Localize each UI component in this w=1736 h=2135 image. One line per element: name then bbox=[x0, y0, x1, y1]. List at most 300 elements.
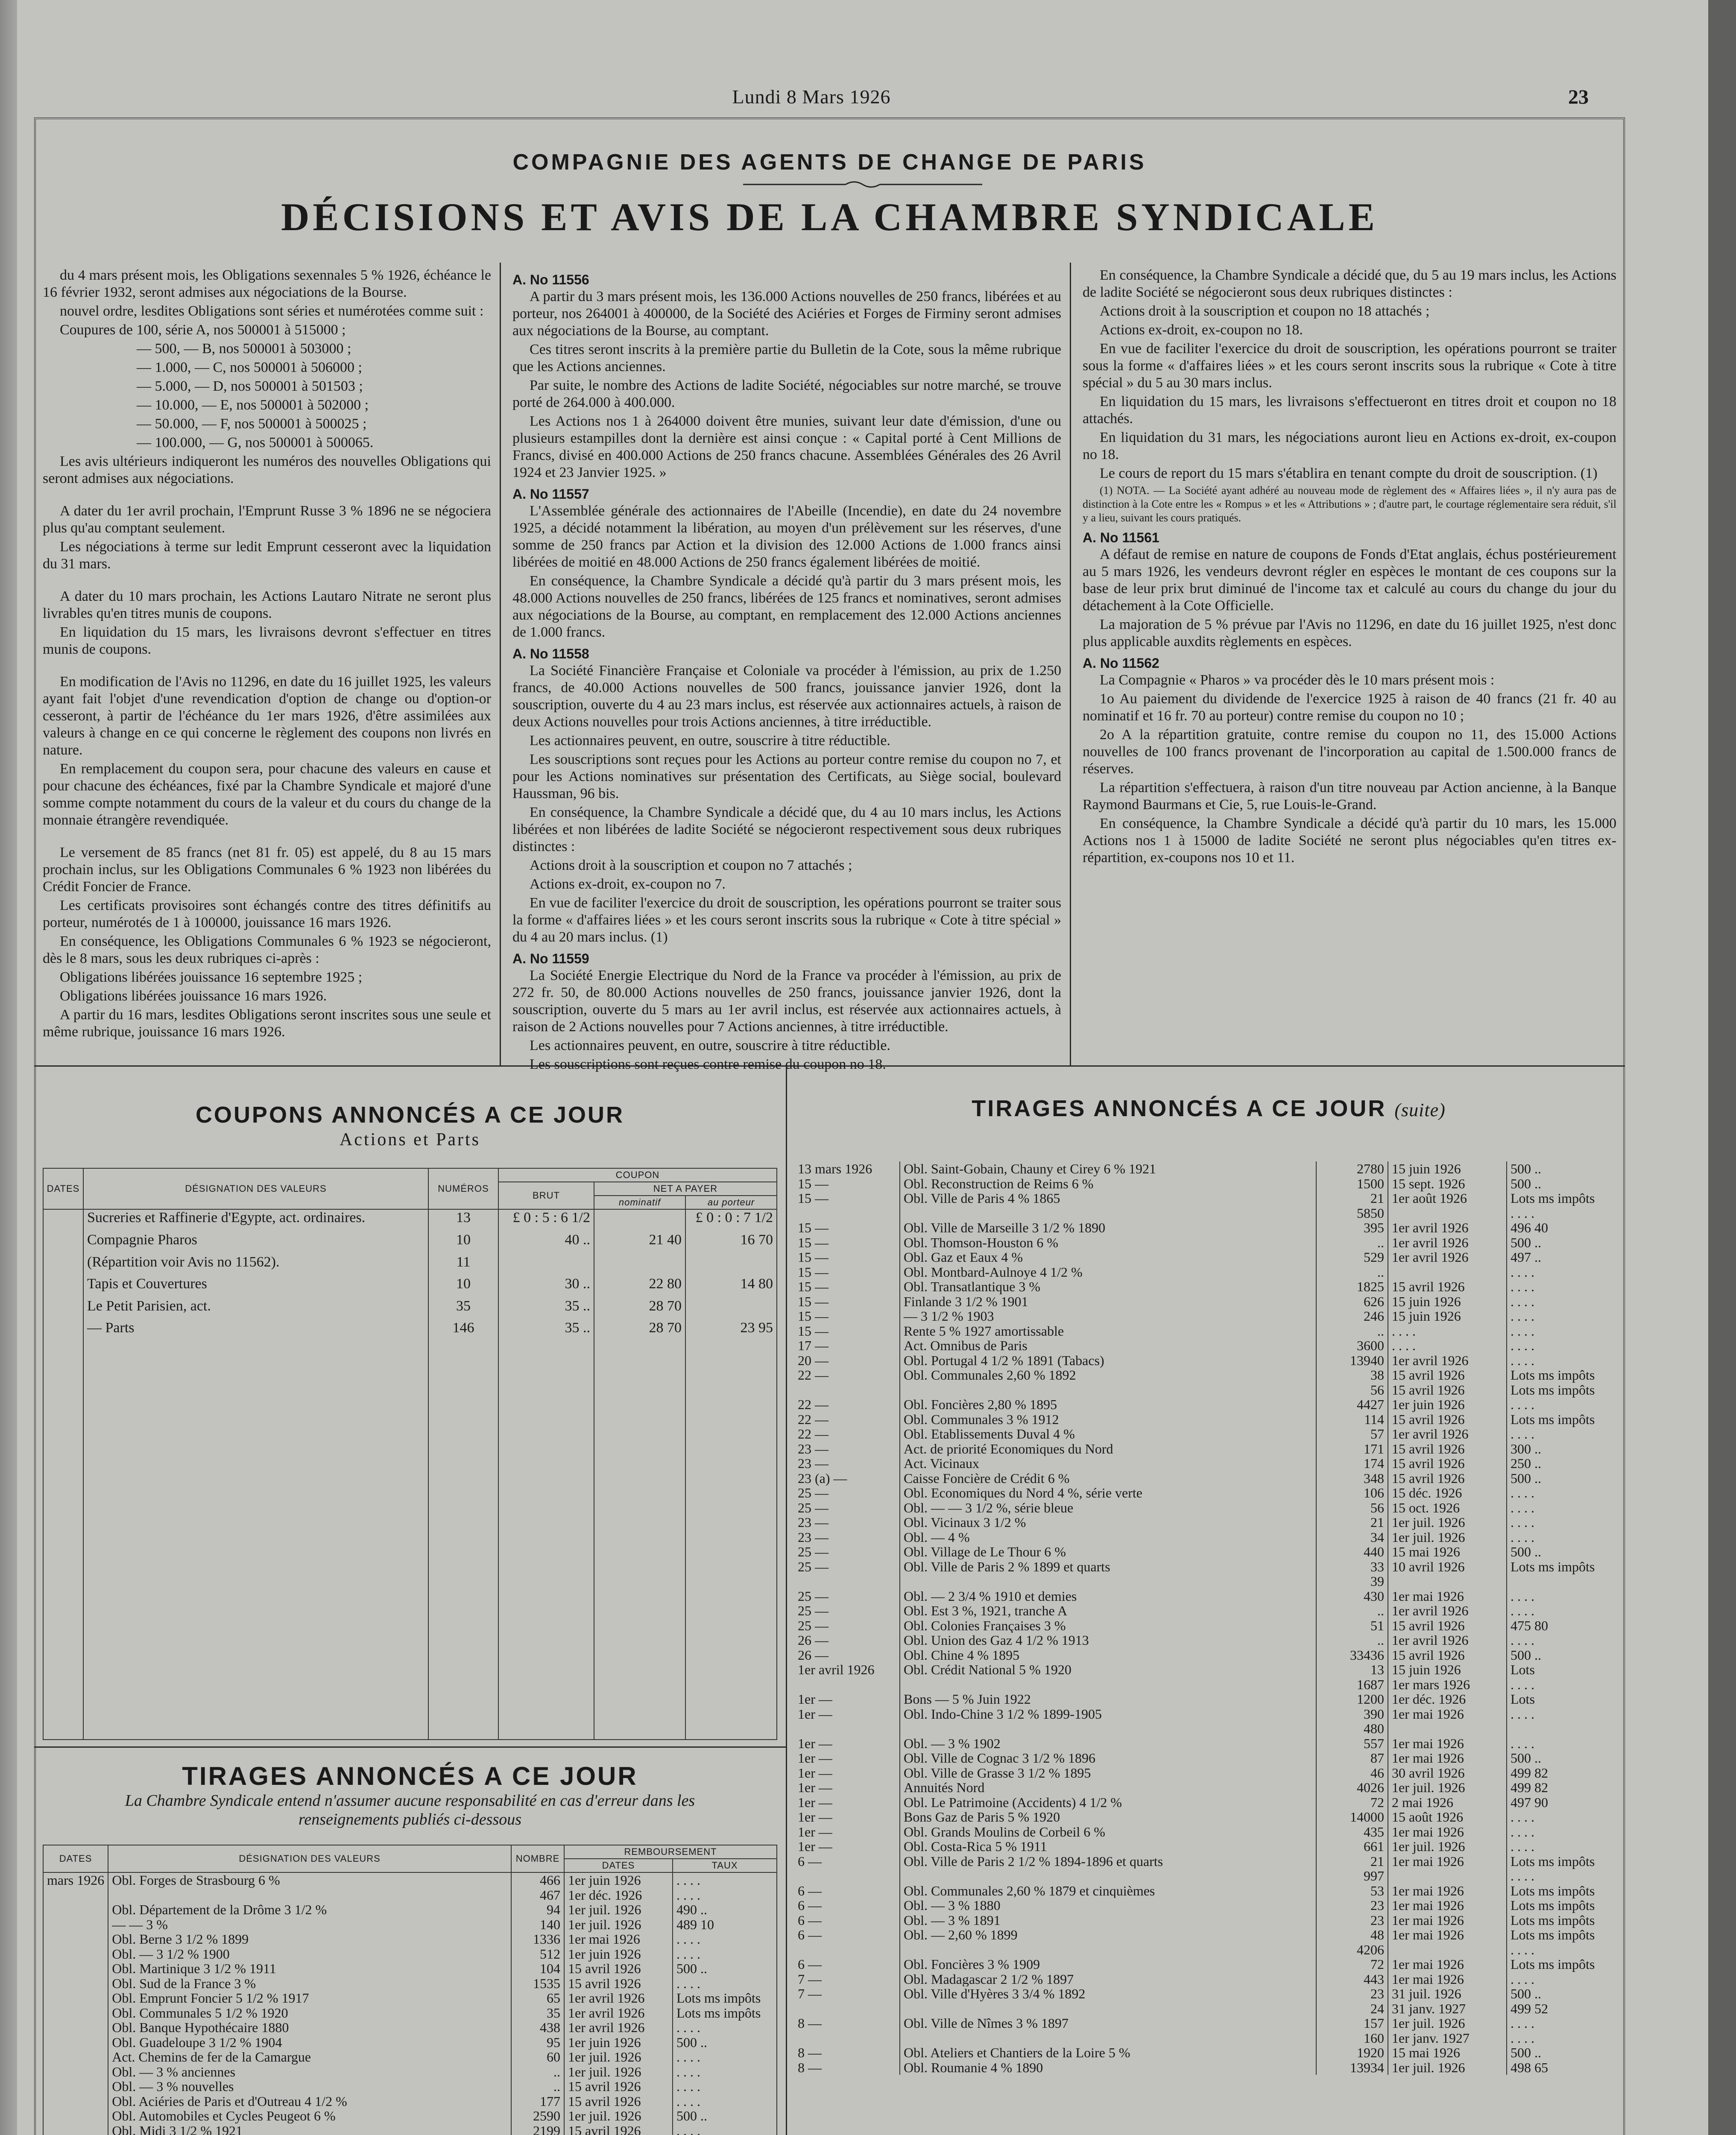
table-row bbox=[794, 1913, 1616, 1928]
column-rule bbox=[786, 1068, 787, 2135]
table-row bbox=[794, 1766, 1616, 1781]
cell-taux: . . . . bbox=[673, 2065, 777, 2079]
cell-remb-date: 1er mai 1926 bbox=[1388, 1898, 1507, 1913]
notice-paragraph: Par suite, le nombre des Actions de ladite Société, négociables sur notre marché, se trouve porté de 264.000 à 400.000. bbox=[512, 377, 1061, 410]
cell-taux: Lots bbox=[1507, 1692, 1616, 1707]
cell-taux: . . . . bbox=[673, 1932, 777, 1947]
cell-remb-date: 1er juin 1926 bbox=[564, 2035, 673, 2050]
table-row bbox=[43, 2094, 777, 2109]
cell-taux: . . . . bbox=[1507, 1338, 1616, 1353]
cell-date: 25 — bbox=[794, 1589, 900, 1604]
cell-date bbox=[43, 1254, 83, 1276]
cell-taux: Lots ms impôts bbox=[673, 1991, 777, 2006]
table-row bbox=[794, 1633, 1616, 1648]
cell-remb-date: 15 juin 1926 bbox=[1388, 1309, 1507, 1324]
table-row bbox=[794, 1751, 1616, 1766]
cell-nombre: 2590 bbox=[511, 2109, 564, 2123]
table-row bbox=[43, 1902, 777, 1917]
cell-taux: 500 .. bbox=[1507, 1648, 1616, 1663]
cell-date: 20 — bbox=[794, 1353, 900, 1368]
empty-cell bbox=[685, 1342, 777, 1740]
cell-taux: . . . . bbox=[1507, 1500, 1616, 1515]
cell-designation: Obl. Communales 2,60 % 1892 bbox=[900, 1368, 1316, 1383]
cell-designation: Act. Vicinaux bbox=[900, 1456, 1316, 1471]
cell-date: 25 — bbox=[794, 1544, 900, 1559]
notice-number: A. No 11557 bbox=[512, 486, 589, 502]
cell-designation: Rente 5 % 1927 amortissable bbox=[900, 1324, 1316, 1339]
cell-brut: 35 .. bbox=[498, 1298, 594, 1320]
cell-designation: Obl. Berne 3 1/2 % 1899 bbox=[108, 1932, 511, 1947]
cell-designation bbox=[108, 1888, 511, 1903]
cell-taux: . . . . bbox=[1507, 1530, 1616, 1545]
cell-designation: Obl. Thomson-Houston 6 % bbox=[900, 1235, 1316, 1250]
notice-paragraph: En conséquence, les Obligations Communales 6 % 1923 se négocieront, dès le 8 mars, sous les deux rubriques ci-après : bbox=[43, 933, 491, 966]
notice-paragraph: En modification de l'Avis no 11296, en date du 16 juillet 1925, les valeurs ayant fait l'objet d'une revendication d'option de change ou d'option-or cesseront, à partir de l'échéance du 1er mars 1926, d'être assimilées aux valeurs à change en ce qui concerne le règlement des coupons non livrés en nature. bbox=[43, 674, 491, 758]
table-row bbox=[794, 1515, 1616, 1530]
col-header-dates: DATES bbox=[564, 1859, 673, 1872]
cell-nombre: 997 bbox=[1316, 1869, 1388, 1883]
table-row bbox=[794, 1736, 1616, 1751]
cell-date: 15 — bbox=[794, 1235, 900, 1250]
cell-date bbox=[794, 2001, 900, 2016]
cell-date: 23 (a) — bbox=[794, 1471, 900, 1486]
table-row bbox=[43, 1320, 777, 1342]
cell-remb-date: 1er mai 1926 bbox=[1388, 1751, 1507, 1766]
cell-taux: . . . . bbox=[673, 1872, 777, 1888]
cell-nombre: 72 bbox=[1316, 1957, 1388, 1972]
cell-designation: — — 3 % bbox=[108, 1917, 511, 1932]
cell-taux: . . . . bbox=[1507, 1603, 1616, 1618]
cell-date: 25 — bbox=[794, 1618, 900, 1633]
cell-remb-date: 15 avril 1926 bbox=[564, 1961, 673, 1976]
page-date: Lundi 8 Mars 1926 bbox=[732, 86, 891, 108]
table-row bbox=[794, 1677, 1616, 1692]
cell-nombre: 174 bbox=[1316, 1456, 1388, 1471]
cell-nombre: .. bbox=[1316, 1603, 1388, 1618]
table-row bbox=[794, 2060, 1616, 2075]
cell-brut: 30 .. bbox=[498, 1276, 594, 1298]
cell-date bbox=[43, 1888, 108, 1903]
left-column-notices bbox=[43, 267, 491, 1042]
cell-remb-date: 1er juil. 1926 bbox=[1388, 2016, 1507, 2031]
cell-nombre: 557 bbox=[1316, 1736, 1388, 1751]
cell-designation bbox=[900, 1677, 1316, 1692]
col-header-designation: DÉSIGNATION DES VALEURS bbox=[108, 1845, 511, 1872]
cell-designation: Obl. Reconstruction de Reims 6 % bbox=[900, 1176, 1316, 1191]
cell-designation: Obl. Midi 3 1/2 % 1921 bbox=[108, 2123, 511, 2135]
cell-date: 1er — bbox=[794, 1707, 900, 1722]
notice-paragraph: Les souscriptions sont reçues pour les Actions au porteur contre remise du coupon no 7, et pour les Actions nominatives sur présentation des Certificats, au Siège social, boulevard Haussman, 96 bis. bbox=[512, 752, 1061, 801]
cell-nombre: 94 bbox=[511, 1902, 564, 1917]
table-row bbox=[794, 1662, 1616, 1677]
cell-designation: Obl. — 4 % bbox=[900, 1530, 1316, 1545]
cell-remb-date: 1er avril 1926 bbox=[1388, 1633, 1507, 1648]
coupons-subtitle: Actions et Parts bbox=[340, 1130, 480, 1149]
cell-date: 7 — bbox=[794, 1972, 900, 1987]
cell-date: 15 — bbox=[794, 1309, 900, 1324]
cell-designation: Obl. Département de la Drôme 3 1/2 % bbox=[108, 1902, 511, 1917]
cell-date: 15 — bbox=[794, 1250, 900, 1265]
tirages-suite-title-text: TIRAGES ANNONCÉS A CE JOUR bbox=[972, 1096, 1387, 1121]
table-row bbox=[794, 1957, 1616, 1972]
cell-designation: Obl. Grands Moulins de Corbeil 6 % bbox=[900, 1825, 1316, 1840]
notice-paragraph: Les négociations à terme sur ledit Emprunt cesseront avec la liquidation du 31 mars. bbox=[43, 539, 491, 572]
cell-remb-date: 15 avril 1926 bbox=[1388, 1279, 1507, 1294]
table-row bbox=[794, 1986, 1616, 2001]
cell-taux: . . . . bbox=[1507, 1869, 1616, 1883]
cell-designation: Obl. Ville de Paris 2 1/2 % 1894-1896 et quarts bbox=[900, 1854, 1316, 1869]
cell-nombre: 480 bbox=[1316, 1721, 1388, 1736]
table-filler-row bbox=[43, 1342, 777, 1740]
cell-nombre: 1687 bbox=[1316, 1677, 1388, 1692]
notice-number: A. No 11561 bbox=[1083, 530, 1159, 545]
notice-paragraph: La Société Energie Electrique du Nord de la France va procéder à l'émission, au prix de 272 fr. 50, de 80.000 Actions nouvelles de 250 francs, jouissance janvier 1926, dont la souscription, ouverte du 5 mars au 1er avril inclus, est réservée aux actionnaires actuels, à raison de 2 Actions nouvelles pour 7 Actions anciennes, à titre irréductible. bbox=[512, 968, 1061, 1035]
cell-nombre: .. bbox=[1316, 1265, 1388, 1280]
cell-date bbox=[43, 1976, 108, 1991]
table-row bbox=[794, 1324, 1616, 1339]
cell-designation bbox=[900, 2031, 1316, 2046]
cell-designation: Obl. Ville de Paris 4 % 1865 bbox=[900, 1191, 1316, 1206]
cell-taux: 500 .. bbox=[1507, 1471, 1616, 1486]
cell-nombre: .. bbox=[511, 2065, 564, 2079]
col-header-remboursement: REMBOURSEMENT bbox=[564, 1845, 777, 1859]
cell-nombre: 140 bbox=[511, 1917, 564, 1932]
middle-column-notices bbox=[512, 267, 1061, 1075]
table-row bbox=[794, 1869, 1616, 1883]
cell-nombre: 21 bbox=[1316, 1854, 1388, 1869]
notice-paragraph: L'Assemblée générale des actionnaires de l'Abeille (Incendie), en date du 24 novembre 1925, a décidé notamment la libération, au moyen d'un prélèvement sur les réserves, d'une somme de 250 francs par Action et la division des 12.000 Actions de 1.000 francs ainsi libérées de moitié en 48.000 Actions de 250 francs également libérées de moitié. bbox=[512, 503, 1061, 570]
cell-taux: Lots ms impôts bbox=[673, 2006, 777, 2021]
cell-designation: Obl. Ville de Nîmes 3 % 1897 bbox=[900, 2016, 1316, 2031]
cell-nombre: 661 bbox=[1316, 1839, 1388, 1854]
notice-paragraph: 1o Au paiement du dividende de l'exercice 1925 à raison de 40 francs (21 fr. 40 au nominatif et 16 fr. 70 au porteur) contre remise du coupon no 10 ; bbox=[1083, 691, 1616, 724]
cell-date: 23 — bbox=[794, 1442, 900, 1456]
cell-remb-date: 15 avril 1926 bbox=[1388, 1471, 1507, 1486]
cell-date bbox=[43, 1961, 108, 1976]
cell-designation: Obl. Foncières 2,80 % 1895 bbox=[900, 1397, 1316, 1412]
page-number: 23 bbox=[1568, 86, 1589, 108]
cell-taux: . . . . bbox=[1507, 1589, 1616, 1604]
cell-designation bbox=[900, 1206, 1316, 1221]
cell-taux: 500 .. bbox=[1507, 2045, 1616, 2060]
cell-date bbox=[43, 2094, 108, 2109]
cell-porteur bbox=[685, 1298, 777, 1320]
table-row bbox=[794, 1839, 1616, 1854]
notice-paragraph: La Compagnie « Pharos » va procéder dès le 10 mars présent mois : bbox=[1100, 672, 1495, 688]
cell-designation: Caisse Foncière de Crédit 6 % bbox=[900, 1471, 1316, 1486]
cell-remb-date: 1er avril 1926 bbox=[1388, 1250, 1507, 1265]
cell-remb-date: 15 avril 1926 bbox=[1388, 1383, 1507, 1398]
notice-paragraph: Le versement de 85 francs (net 81 fr. 05) est appelé, du 8 au 15 mars prochain inclus, sur les Obligations Communales 6 % 1923 non libérées du Crédit Foncier de France. bbox=[43, 845, 491, 895]
cell-remb-date: 15 avril 1926 bbox=[1388, 1368, 1507, 1383]
cell-designation: Obl. — 2 3/4 % 1910 et demies bbox=[900, 1589, 1316, 1604]
cell-remb-date: 1er déc. 1926 bbox=[564, 1888, 673, 1903]
notice-number: A. No 11558 bbox=[512, 646, 589, 661]
notice-number: A. No 11556 bbox=[512, 272, 589, 287]
table-row bbox=[794, 1383, 1616, 1398]
cell-taux: Lots ms impôts bbox=[1507, 1383, 1616, 1398]
table-row bbox=[794, 2031, 1616, 2046]
cell-designation: Le Petit Parisien, act. bbox=[83, 1298, 428, 1320]
col-header-nominatif: nominatif bbox=[594, 1196, 685, 1209]
table-row bbox=[43, 1932, 777, 1947]
cell-date: 25 — bbox=[794, 1486, 900, 1500]
cell-porteur: 14 80 bbox=[685, 1276, 777, 1298]
cell-nominatif: 28 70 bbox=[594, 1298, 685, 1320]
cell-designation: Obl. — — 3 1/2 %, série bleue bbox=[900, 1500, 1316, 1515]
cell-date: 22 — bbox=[794, 1368, 900, 1383]
cell-remb-date: 1er juil. 1926 bbox=[1388, 1839, 1507, 1854]
cell-taux: . . . . bbox=[1507, 1265, 1616, 1280]
cell-designation: Obl. Roumanie 4 % 1890 bbox=[900, 2060, 1316, 2075]
cell-taux: . . . . bbox=[1507, 1397, 1616, 1412]
table-row bbox=[794, 1294, 1616, 1309]
cell-remb-date: 15 juin 1926 bbox=[1388, 1662, 1507, 1677]
table-row bbox=[43, 2006, 777, 2021]
cell-designation: Tapis et Couvertures bbox=[83, 1276, 428, 1298]
cell-designation: Obl. Indo-Chine 3 1/2 % 1899-1905 bbox=[900, 1707, 1316, 1722]
cell-remb-date: 1er mai 1926 bbox=[1388, 1913, 1507, 1928]
table-row bbox=[794, 1618, 1616, 1633]
cell-taux: . . . . bbox=[1507, 1736, 1616, 1751]
table-row bbox=[794, 1942, 1616, 1957]
cell-taux: 500 .. bbox=[1507, 1235, 1616, 1250]
cell-taux: Lots ms impôts bbox=[1507, 1883, 1616, 1898]
cell-remb-date: 1er juil. 1926 bbox=[1388, 1780, 1507, 1795]
table-row bbox=[794, 1810, 1616, 1825]
cell-taux: 500 .. bbox=[1507, 1986, 1616, 2001]
cell-designation bbox=[900, 1383, 1316, 1398]
cell-date: 1er — bbox=[794, 1751, 900, 1766]
cell-designation bbox=[900, 1721, 1316, 1736]
cell-nombre: 246 bbox=[1316, 1309, 1388, 1324]
cell-designation: Obl. Saint-Gobain, Chauny et Cirey 6 % 1921 bbox=[900, 1161, 1316, 1176]
cell-nombre: 390 bbox=[1316, 1707, 1388, 1722]
cell-nominatif: 22 80 bbox=[594, 1276, 685, 1298]
cell-nombre: 33436 bbox=[1316, 1648, 1388, 1663]
cell-taux: . . . . bbox=[1507, 1825, 1616, 1840]
notice-paragraph: En conséquence, la Chambre Syndicale a décidé que, du 5 au 19 mars inclus, les Actions de ladite Société se négocieront sous deux rubriques distinctes : bbox=[1083, 267, 1616, 300]
main-title: DÉCISIONS ET AVIS DE LA CHAMBRE SYNDICALE bbox=[281, 195, 1379, 239]
table-row bbox=[794, 1456, 1616, 1471]
notice-paragraph: Les souscriptions sont reçues contre remise du coupon no 18. bbox=[530, 1056, 886, 1072]
col-header-date: DATES bbox=[43, 1845, 108, 1872]
cell-nombre: 348 bbox=[1316, 1471, 1388, 1486]
cell-numero: 13 bbox=[428, 1209, 498, 1232]
cell-nombre: 53 bbox=[1316, 1883, 1388, 1898]
notice-paragraph: Obligations libérées jouissance 16 mars 1926. bbox=[60, 988, 327, 1004]
table-row bbox=[794, 1220, 1616, 1235]
table-row bbox=[794, 1574, 1616, 1589]
empty-cell bbox=[428, 1342, 498, 1740]
cell-taux: 500 .. bbox=[673, 1961, 777, 1976]
notice-paragraph: — 50.000, — F, nos 500001 à 500025 ; bbox=[137, 416, 367, 432]
cell-taux: Lots bbox=[1507, 1662, 1616, 1677]
cell-nombre: 48 bbox=[1316, 1927, 1388, 1942]
coupons-title: COUPONS ANNONCÉS A CE JOUR bbox=[195, 1102, 625, 1128]
cell-taux: . . . . bbox=[1507, 1839, 1616, 1854]
cell-remb-date bbox=[1388, 1721, 1507, 1736]
cell-date bbox=[794, 2031, 900, 2046]
ornament-divider bbox=[743, 179, 982, 190]
cell-nombre: 1825 bbox=[1316, 1279, 1388, 1294]
cell-remb-date: 1er juin 1926 bbox=[564, 1947, 673, 1962]
cell-taux: . . . . bbox=[1507, 1515, 1616, 1530]
cell-date: 15 — bbox=[794, 1294, 900, 1309]
cell-designation: Obl. Union des Gaz 4 1/2 % 1913 bbox=[900, 1633, 1316, 1648]
cell-taux bbox=[1507, 1721, 1616, 1736]
table-row bbox=[794, 1530, 1616, 1545]
cell-date: 1er — bbox=[794, 1692, 900, 1707]
empty-cell bbox=[498, 1342, 594, 1740]
table-row bbox=[43, 1961, 777, 1976]
cell-date: 8 — bbox=[794, 2060, 900, 2075]
cell-nombre: 2780 bbox=[1316, 1161, 1388, 1176]
cell-taux: . . . . bbox=[1507, 1324, 1616, 1339]
cell-date: 6 — bbox=[794, 1957, 900, 1972]
cell-remb-date: 1er avril 1926 bbox=[1388, 1235, 1507, 1250]
cell-designation: Obl. Village de Le Thour 6 % bbox=[900, 1544, 1316, 1559]
table-row bbox=[43, 2109, 777, 2123]
cell-nombre: 440 bbox=[1316, 1544, 1388, 1559]
cell-date bbox=[43, 2006, 108, 2021]
cell-remb-date: 1er avril 1926 bbox=[564, 2006, 673, 2021]
cell-date: 15 — bbox=[794, 1176, 900, 1191]
cell-date bbox=[43, 2109, 108, 2123]
cell-date: 1er — bbox=[794, 1736, 900, 1751]
notice-paragraph: A défaut de remise en nature de coupons de Fonds d'Etat anglais, échus postérieurement au 5 mars 1926, les vendeurs devront régler en espèces le montant de ces coupons sur la base de leur prix brut diminué de l'income tax et calculé au cours du change du jour du détachement à la Cote Officielle. bbox=[1083, 547, 1616, 614]
cell-date: 15 — bbox=[794, 1191, 900, 1206]
cell-designation: Obl. Gaz et Eaux 4 % bbox=[900, 1250, 1316, 1265]
table-row bbox=[794, 1442, 1616, 1456]
cell-taux: . . . . bbox=[1507, 1486, 1616, 1500]
table-row bbox=[794, 1309, 1616, 1324]
notice-paragraph: A partir du 16 mars, lesdites Obligations seront inscrites sous une seule et même rubrique, jouissance 16 mars 1926. bbox=[43, 1007, 491, 1040]
cell-designation: Obl. Etablissements Duval 4 % bbox=[900, 1427, 1316, 1442]
cell-date: 1er — bbox=[794, 1825, 900, 1840]
cell-remb-date bbox=[1388, 1574, 1507, 1589]
cell-date: mars 1926 bbox=[43, 1872, 108, 1888]
notice-paragraph: En vue de faciliter l'exercice du droit de souscription, les opérations pourront se traiter sous la forme « d'affaires liées » et les cours seront inscrits sous la rubrique « Cote à titre spécial » du 5 au 30 mars inclus. bbox=[1083, 341, 1616, 391]
cell-date: 8 — bbox=[794, 2045, 900, 2060]
cell-designation: Bons — 5 % Juin 1922 bbox=[900, 1692, 1316, 1707]
table-row bbox=[794, 1648, 1616, 1663]
cell-designation: Obl. Chine 4 % 1895 bbox=[900, 1648, 1316, 1663]
cell-taux: 500 .. bbox=[1507, 1161, 1616, 1176]
col-header-taux: TAUX bbox=[673, 1859, 777, 1872]
cell-date bbox=[794, 1677, 900, 1692]
cell-taux: . . . . bbox=[1507, 1206, 1616, 1221]
cell-nombre: 1336 bbox=[511, 1932, 564, 1947]
cell-date bbox=[43, 1232, 83, 1254]
cell-remb-date: 1er avril 1926 bbox=[564, 1991, 673, 2006]
cell-remb-date: 15 mai 1926 bbox=[1388, 1544, 1507, 1559]
cell-remb-date: 1er déc. 1926 bbox=[1388, 1692, 1507, 1707]
notice-paragraph: Actions ex-droit, ex-coupon no 18. bbox=[1100, 322, 1303, 338]
notice-paragraph: En liquidation du 15 mars, les livraisons devront s'effectuer en titres munis de coupons. bbox=[43, 624, 491, 657]
cell-nombre: 33 bbox=[1316, 1559, 1388, 1574]
notice-paragraph: — 5.000, — D, nos 500001 à 501503 ; bbox=[137, 378, 363, 394]
cell-remb-date: 1er juin 1926 bbox=[564, 1872, 673, 1888]
cell-remb-date: 1er mai 1926 bbox=[1388, 1736, 1507, 1751]
cell-remb-date: 15 avril 1926 bbox=[1388, 1442, 1507, 1456]
notice-paragraph: Les Actions nos 1 à 264000 doivent être munies, suivant leur date d'émission, d'une ou plusieurs estampilles dont la dernière est ainsi conçue : « Capital porté à Cent Millions de Francs, divisé en 400.000 Actions de 250 francs chacune. Assemblées Générales des 26 Avril 1924 et 23 Janvier 1925. » bbox=[512, 413, 1061, 480]
cell-remb-date: 1er avril 1926 bbox=[1388, 1220, 1507, 1235]
cell-remb-date: 1er mai 1926 bbox=[564, 1932, 673, 1947]
table-row bbox=[43, 1232, 777, 1254]
cell-date: 25 — bbox=[794, 1559, 900, 1574]
cell-remb-date: 1er mai 1926 bbox=[1388, 1927, 1507, 1942]
cell-remb-date: 15 avril 1926 bbox=[1388, 1618, 1507, 1633]
table-row bbox=[43, 1276, 777, 1298]
cell-nombre: 24 bbox=[1316, 2001, 1388, 2016]
empty-cell bbox=[594, 1342, 685, 1740]
cell-nombre: 443 bbox=[1316, 1972, 1388, 1987]
cell-designation: Obl. Communales 5 1/2 % 1920 bbox=[108, 2006, 511, 2021]
cell-designation: Obl. Est 3 %, 1921, tranche A bbox=[900, 1603, 1316, 1618]
cell-designation: Act. de priorité Economiques du Nord bbox=[900, 1442, 1316, 1456]
cell-designation: Obl. Martinique 3 1/2 % 1911 bbox=[108, 1961, 511, 1976]
cell-nombre: 23 bbox=[1316, 1913, 1388, 1928]
cell-designation bbox=[900, 2001, 1316, 2016]
cell-taux: 500 .. bbox=[1507, 1544, 1616, 1559]
table-row bbox=[43, 1254, 777, 1276]
cell-designation: Obl. Colonies Françaises 3 % bbox=[900, 1618, 1316, 1633]
cell-remb-date: 1er juil. 1926 bbox=[1388, 1530, 1507, 1545]
cell-numero: 35 bbox=[428, 1298, 498, 1320]
cell-taux: 497 90 bbox=[1507, 1795, 1616, 1810]
cell-remb-date: 1er mai 1926 bbox=[1388, 1854, 1507, 1869]
cell-nombre: 38 bbox=[1316, 1368, 1388, 1383]
cell-taux: 489 10 bbox=[673, 1917, 777, 1932]
cell-taux: 500 .. bbox=[1507, 1176, 1616, 1191]
table-row bbox=[794, 1500, 1616, 1515]
cell-nombre: 57 bbox=[1316, 1427, 1388, 1442]
cell-nombre: 60 bbox=[511, 2050, 564, 2065]
table-row bbox=[794, 1898, 1616, 1913]
cell-date: 6 — bbox=[794, 1883, 900, 1898]
cell-remb-date bbox=[1388, 1942, 1507, 1957]
cell-designation: (Répartition voir Avis no 11562). bbox=[83, 1254, 428, 1276]
cell-date: 15 — bbox=[794, 1265, 900, 1280]
cell-designation: Obl. Ville de Paris 2 % 1899 et quarts bbox=[900, 1559, 1316, 1574]
cell-date: 15 — bbox=[794, 1220, 900, 1235]
notice-paragraph: Actions ex-droit, ex-coupon no 7. bbox=[530, 876, 726, 892]
cell-date: 25 — bbox=[794, 1500, 900, 1515]
table-row bbox=[794, 1559, 1616, 1574]
cell-remb-date: 1er juin 1926 bbox=[1388, 1397, 1507, 1412]
cell-nombre: 34 bbox=[1316, 1530, 1388, 1545]
cell-date: 17 — bbox=[794, 1338, 900, 1353]
cell-date bbox=[794, 1574, 900, 1589]
cell-remb-date: 1er mai 1926 bbox=[1388, 1957, 1507, 1972]
cell-taux: . . . . bbox=[1507, 1707, 1616, 1722]
cell-remb-date: 15 avril 1926 bbox=[564, 1976, 673, 1991]
notice-paragraph: En liquidation du 31 mars, les négociations auront lieu en Actions ex-droit, ex-coupon no 18. bbox=[1083, 430, 1616, 462]
table-row bbox=[794, 1279, 1616, 1294]
table-row bbox=[794, 1927, 1616, 1942]
newspaper-page bbox=[17, 0, 1708, 2135]
table-row bbox=[794, 1235, 1616, 1250]
cell-nombre: 177 bbox=[511, 2094, 564, 2109]
cell-nombre: 395 bbox=[1316, 1220, 1388, 1235]
cell-designation: Obl. Vicinaux 3 1/2 % bbox=[900, 1515, 1316, 1530]
cell-date bbox=[794, 1383, 900, 1398]
table-row bbox=[794, 1353, 1616, 1368]
cell-date bbox=[43, 1902, 108, 1917]
cell-remb-date: 15 août 1926 bbox=[1388, 1810, 1507, 1825]
cell-date: 6 — bbox=[794, 1898, 900, 1913]
